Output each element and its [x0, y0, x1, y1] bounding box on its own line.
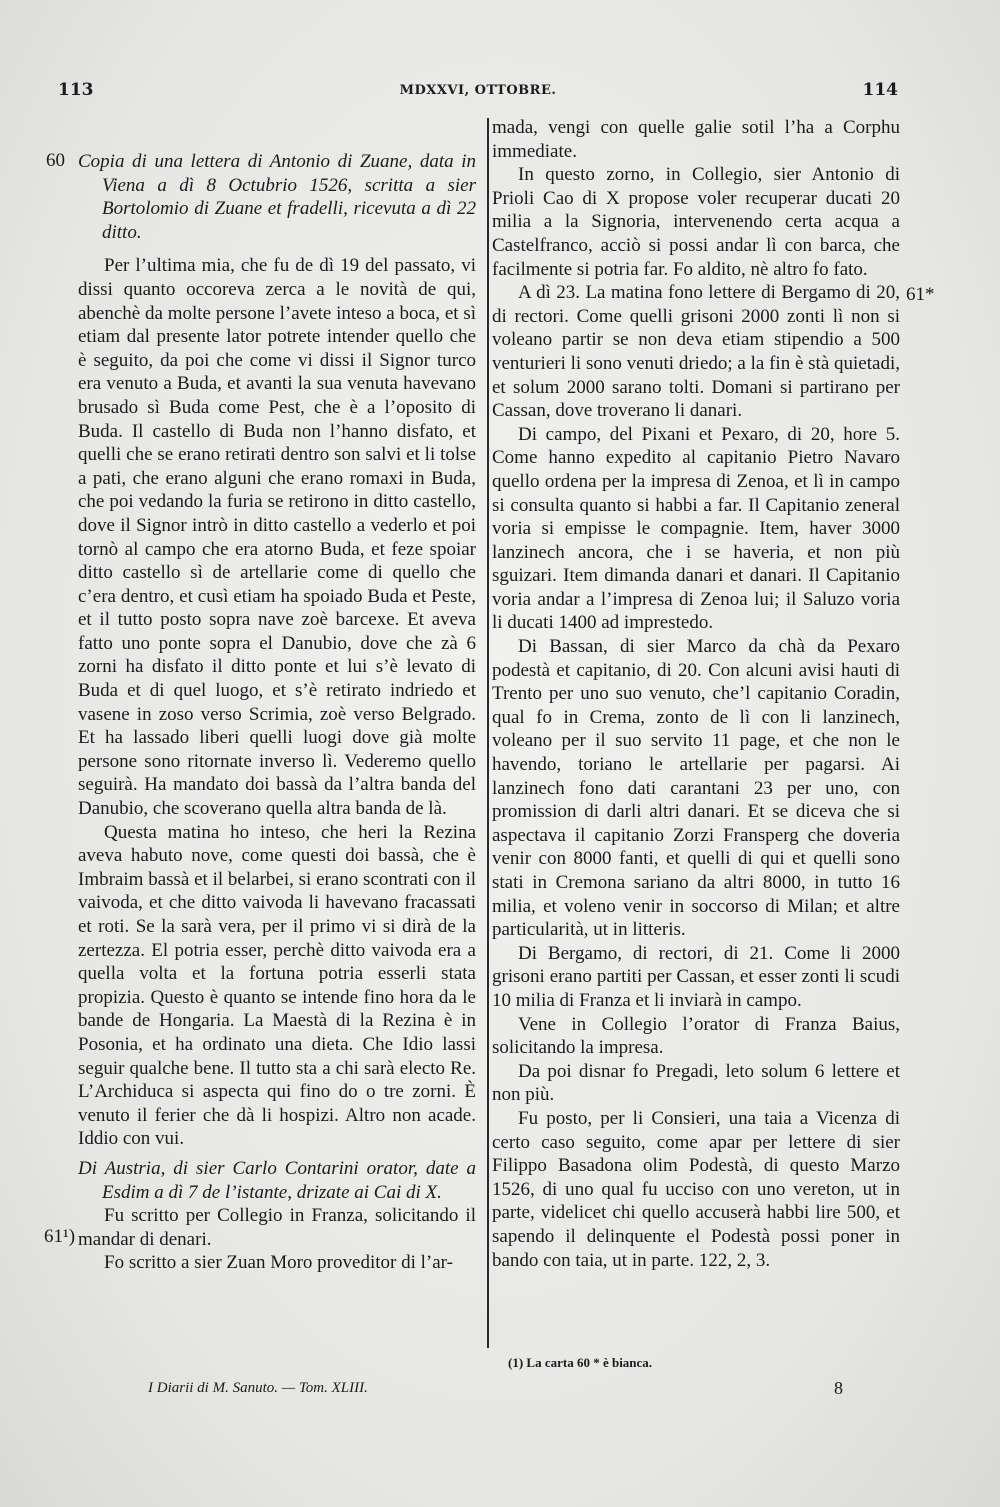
paragraph: Fu scritto per Collegio in Franza, solicitando il mandar di denari.: [78, 1205, 476, 1250]
column-divider: [487, 118, 489, 1348]
paragraph: mada, vengi con quelle galie sotil l’ha a Corphu immediate.: [492, 117, 900, 162]
letter-heading: Copia di una lettera di Antonio di Zuane, data in Viena a dì 8 Octubrio 1526, scritta a sier Bortolomio di Zuane et fradelli, ricevuta a dì 22 ditto.: [78, 151, 476, 243]
paragraph: Questa matina ho inteso, che heri la Rezina aveva habuto nove, come questi doi bassà, che è Imbraim bassà et il belarbei, si erano scontrati con il vaivoda, et che ditto vaivoda li havevano fracassati et roti. Se la sarà vera, per il primo vi si dirà de la zertezza. El potria esser, perchè ditto vaivoda era a quella volta et la fortuna potria esserli stata propizia. Questo è quanto se intende fino hora da le bande de Hongaria. La Maestà di la Rezina è in Posonia, et ha ordinato una dieta. Che Idio lassi seguir qualche bene. Il tutto sta a chi sarà electo Re. L’Archiduca si aspecta qui fino do o tre zorni. È venuto il ferier che dà li hospizi. Altro non acade. Iddio con vui.: [78, 821, 476, 1150]
right-column: [492, 116, 900, 1272]
left-column: [78, 150, 476, 1275]
running-header: [58, 80, 898, 108]
paragraph: Di campo, del Pixani et Pexaro, di 20, hore 5. Come hanno expedito al capitanio Pietro Navaro quello ordena per la impresa di Zenoa, et lì in campo si consulta quanto si habbi a far. Il Capitanio zeneral voria si empisse le compagnie. Item, haver 3000 lanzinech ancora, che i se haveria, et non più sguizari. Item dimanda danari et danari. Il Capitanio voria andar a l’impresa di Zenoa lui; il Saluzo voria li ducati 1400 ad imprestedo.: [492, 423, 900, 634]
paragraph: Da poi disnar fo Pregadi, leto solum 6 lettere et non più.: [492, 1060, 900, 1106]
signature-mark: 8: [834, 1378, 843, 1398]
paragraph: Per l’ultima mia, che fu de dì 19 del passato, vi dissi quanto occoreva zerca a le novità de qui, abenchè da molte persone l’avete inteso a boca, et sì etiam dal presente lator potrete intender quello che è seguito, da poi che come vi dissi il Signor turco era venuto a Buda, et avanti la sua venuta havevano brusado sì Buda come Pest, che è a l’oposito di Buda. Il castello di Buda non l’hanno disfato, et quelli che se erano retirati dentro son salvi et li tolse a pati, che erano alguni che erano romaxi in Buda, che poi vedando la furia se retirono in ditto castello, dove il Signor intrò in ditto castello a vederlo et poi tornò al campo che era atorno Buda, et feze spoiar ditto castello sì de artellarie come di quello che c’era dentro, et cusì etiam ha spoiado Buda et Peste, et il tutto posto sopra nave zoè barcexe. Et aveva fatto uno ponte sopra el Danubio, dove che zà 6 zorni ha disfato il ditto ponte et lui s’è levato di Buda et di quel luogo, et s’è retirato indriedo et vasene in zoso verso Scrimia, zoè verso Belgrado. Et ha lassado liberi quelli luogi dove già molte persone sono ritornate inverso lì. Vederemo quello seguirà. Ha mandato doi bassà da l’altra banda del Danubio, che scoverano quella altra banda de là.: [78, 255, 476, 820]
letter-heading: Di Austria, di sier Carlo Contarini orator, date a Esdim a dì 7 de l’istante, drizate ai Cai di X.: [78, 1157, 476, 1203]
margin-number-61-left: 61¹): [44, 1226, 76, 1247]
page-number-left: 113: [58, 80, 94, 100]
paragraph: Di Bergamo, di rectori, di 21. Come li 2000 grisoni erano partiti per Cassan, et esser zonti li scudi 10 milia di Franza et li inviarà in campo.: [492, 942, 900, 1011]
footnote: (1) La carta 60 * è bianca.: [508, 1355, 653, 1370]
paragraph: Di Bassan, di sier Marco da chà da Pexaro podestà et capitanio, di 20. Con alcuni avisi hauti di Trento per uno suo venuto, che’l capitanio Coradin, qual fo in Crema, zonto de lì con li lanzinech, voleano per il suo servito 11 page, et che non le havendo, toriano le artellarie per pagarsi. Ai lanzinech fono dati carantani 23 per uno, con promission di darli altri danari. Et se diceva che si aspectava il capitanio Zorzi Fransperg che doveria venir con 8000 fanti, et quelli di qui et quelli sono stati in Cremona sariano da altri 8000, in tutto 16 milia, et voleno venir in soccorso di Milan; et altre particularità, ut in litteris.: [492, 636, 900, 941]
running-title: MDXXVI, OTTOBRE.: [399, 83, 557, 98]
page-number-right: 114: [862, 80, 898, 100]
paragraph: In questo zorno, in Collegio, sier Antonio di Prioli Cao di X propose voler recuperar ducati 20 milia a la Signoria, intervenendo certa acqua a Castelfranco, acciò si possi andar lì con barca, che facilmente si potria far. Fo aldito, nè altro fo fato.: [492, 164, 900, 280]
paragraph: Fo scritto a sier Zuan Moro proveditor di l’ar-: [104, 1252, 453, 1274]
paragraph: A dì 23. La matina fono lettere di Bergamo di 20, di rectori. Come quelli grisoni 2000 zonti lì non si voleano partir se non deva etiam stipendio a 500 venturieri li sono venuti driedo; a la fin è stà quietadi, et solum 2000 sarano tolti. Domani si partirano per Cassan, dove troverano li danari.: [492, 282, 900, 422]
paragraph: Vene in Collegio l’orator di Franza Baius, solicitando la impresa.: [492, 1013, 900, 1059]
book-footer: I Diarii di M. Sanuto. — Tom. XLIII.: [148, 1380, 368, 1396]
paragraph: Fu posto, per li Consieri, una taia a Vicenza di certo caso seguito, come apar per lettere di sier Filippo Basadona olim Podestà, di questo Marzo 1526, di uno qual fu ucciso con uno vereton, ut in parte, videlicet chi quello accuserà habbi lire 500, et sapendo il delinquente el Podestà possi poner in bando con taia, ut in parte. 122, 2, 3.: [492, 1107, 900, 1271]
margin-number-61-right: 61*: [906, 284, 935, 305]
margin-number-60: 60: [46, 150, 65, 171]
